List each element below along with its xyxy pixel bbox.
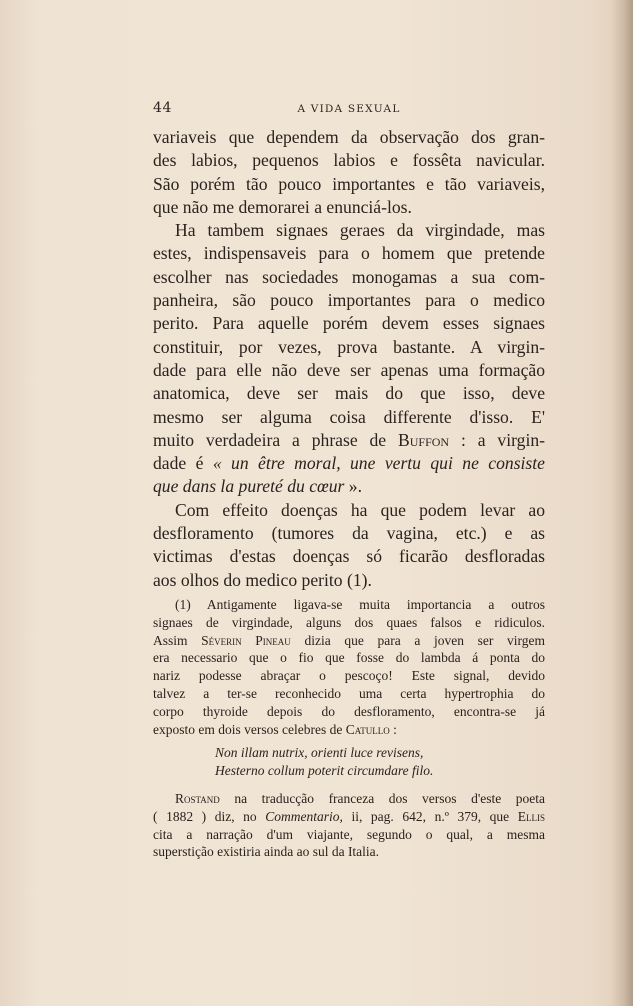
footnote-line <box>153 790 545 808</box>
author-name: Buffon <box>398 429 450 450</box>
footnote-line: corpo thyroide depois do desfloramento, encontra-se já <box>153 703 545 719</box>
page-number: 44 <box>153 100 173 116</box>
text-line: perito. Para aquelle porém devem esses signaes <box>153 313 545 334</box>
text-segment: ( 1882 ) diz, no <box>153 808 266 824</box>
text-segment: ii, pag. 642, n.º 379, que <box>342 808 518 824</box>
text-segment: : <box>389 721 397 737</box>
text-segment: na traducção franceza dos versos d'este poeta <box>219 790 545 806</box>
text-line: São porém tão pouco importantes e tão variaveis, <box>153 173 545 194</box>
text-line: anatomica, deve ser mais do que isso, deve <box>153 383 545 404</box>
page-edge-shadow <box>611 0 633 1006</box>
text-segment: : a virgin- <box>449 429 545 450</box>
verse-line: Hesterno collum poterit circumdare filo. <box>215 763 434 779</box>
footnote-line: cita a narração d'um viajante, segundo o qual, a mesma <box>153 826 545 842</box>
text-line: mesmo ser alguma coisa differente d'isso. E' <box>153 406 545 427</box>
text-line: escolher nas sociedades monogamas a sua com- <box>153 266 545 287</box>
page-header <box>153 100 545 120</box>
text-line: victimas d'estas doenças só ficarão desfloradas <box>153 546 545 567</box>
work-title: Commentario, <box>265 808 343 824</box>
text-line: Ha tambem signaes geraes da virgindade, mas <box>175 220 545 241</box>
text-line: des labios, pequenos labios e fossêta navicular. <box>153 150 545 171</box>
footnote <box>153 596 545 861</box>
footnote-line: era necessario que o fio que fosse do lambda á ponta do <box>153 650 545 666</box>
text-line: aos olhos do medico perito (1). <box>153 569 372 590</box>
author-name: Catullo <box>345 721 390 737</box>
text-segment: ». <box>344 476 362 497</box>
footnote-line: signaes de virgindade, alguns dos quaes falsos e ridiculos. <box>153 614 545 630</box>
text-line: constituir, por vezes, prova bastante. A virgin- <box>153 336 545 357</box>
text-segment: dizia que para a joven ser virgem <box>290 632 545 648</box>
footnote-line: superstição existiria ainda ao sul da Italia. <box>153 844 380 860</box>
footnote-line: nariz podesse abraçar o pescoço! Este signal, devido <box>153 668 545 684</box>
text-line <box>153 452 545 475</box>
author-name: Rostand <box>175 790 220 806</box>
spacer <box>153 780 545 790</box>
quotation: « un être moral, une vertu qui ne consiste <box>212 453 545 474</box>
text-line: panheira, são pouco importantes para o medico <box>153 290 545 311</box>
text-line <box>153 475 545 498</box>
text-line: que não me demorarei a enunciá-los. <box>153 196 412 217</box>
text-segment: Assim <box>153 632 202 648</box>
footnote-line <box>153 632 545 650</box>
text-segment: exposto em dois versos celebres de <box>153 721 346 737</box>
verse-line: Non illam nutrix, orienti luce revisens, <box>215 745 424 761</box>
text-line: variaveis que dependem da observação dos gran- <box>153 127 545 147</box>
text-line: Com effeito doenças ha que podem levar ao <box>175 499 545 520</box>
main-text <box>153 126 545 592</box>
text-line: desfloramento (tumores da vagina, etc.) e as <box>153 523 545 544</box>
author-name: Ellis <box>517 808 546 824</box>
footnote-line <box>153 808 545 826</box>
author-name: Séverin Pineau <box>201 632 291 648</box>
text-line <box>153 429 545 452</box>
quotation: que dans la pureté du cœur <box>153 476 345 497</box>
text-segment: muito verdadeira a phrase de <box>153 429 398 450</box>
footnote-line: (1) Antigamente ligava-se muita importancia a outros <box>175 597 545 612</box>
running-title: A VIDA SEXUAL <box>297 103 401 115</box>
text-line: estes, indispensaveis para o homem que pretende <box>153 243 545 264</box>
footnote-line <box>153 721 545 739</box>
text-segment: dade é <box>153 453 213 474</box>
text-line: dade para elle não deve ser apenas uma formação <box>153 359 545 380</box>
footnote-line: talvez a ter-se reconhecido uma certa hypertrophia do <box>153 685 545 701</box>
